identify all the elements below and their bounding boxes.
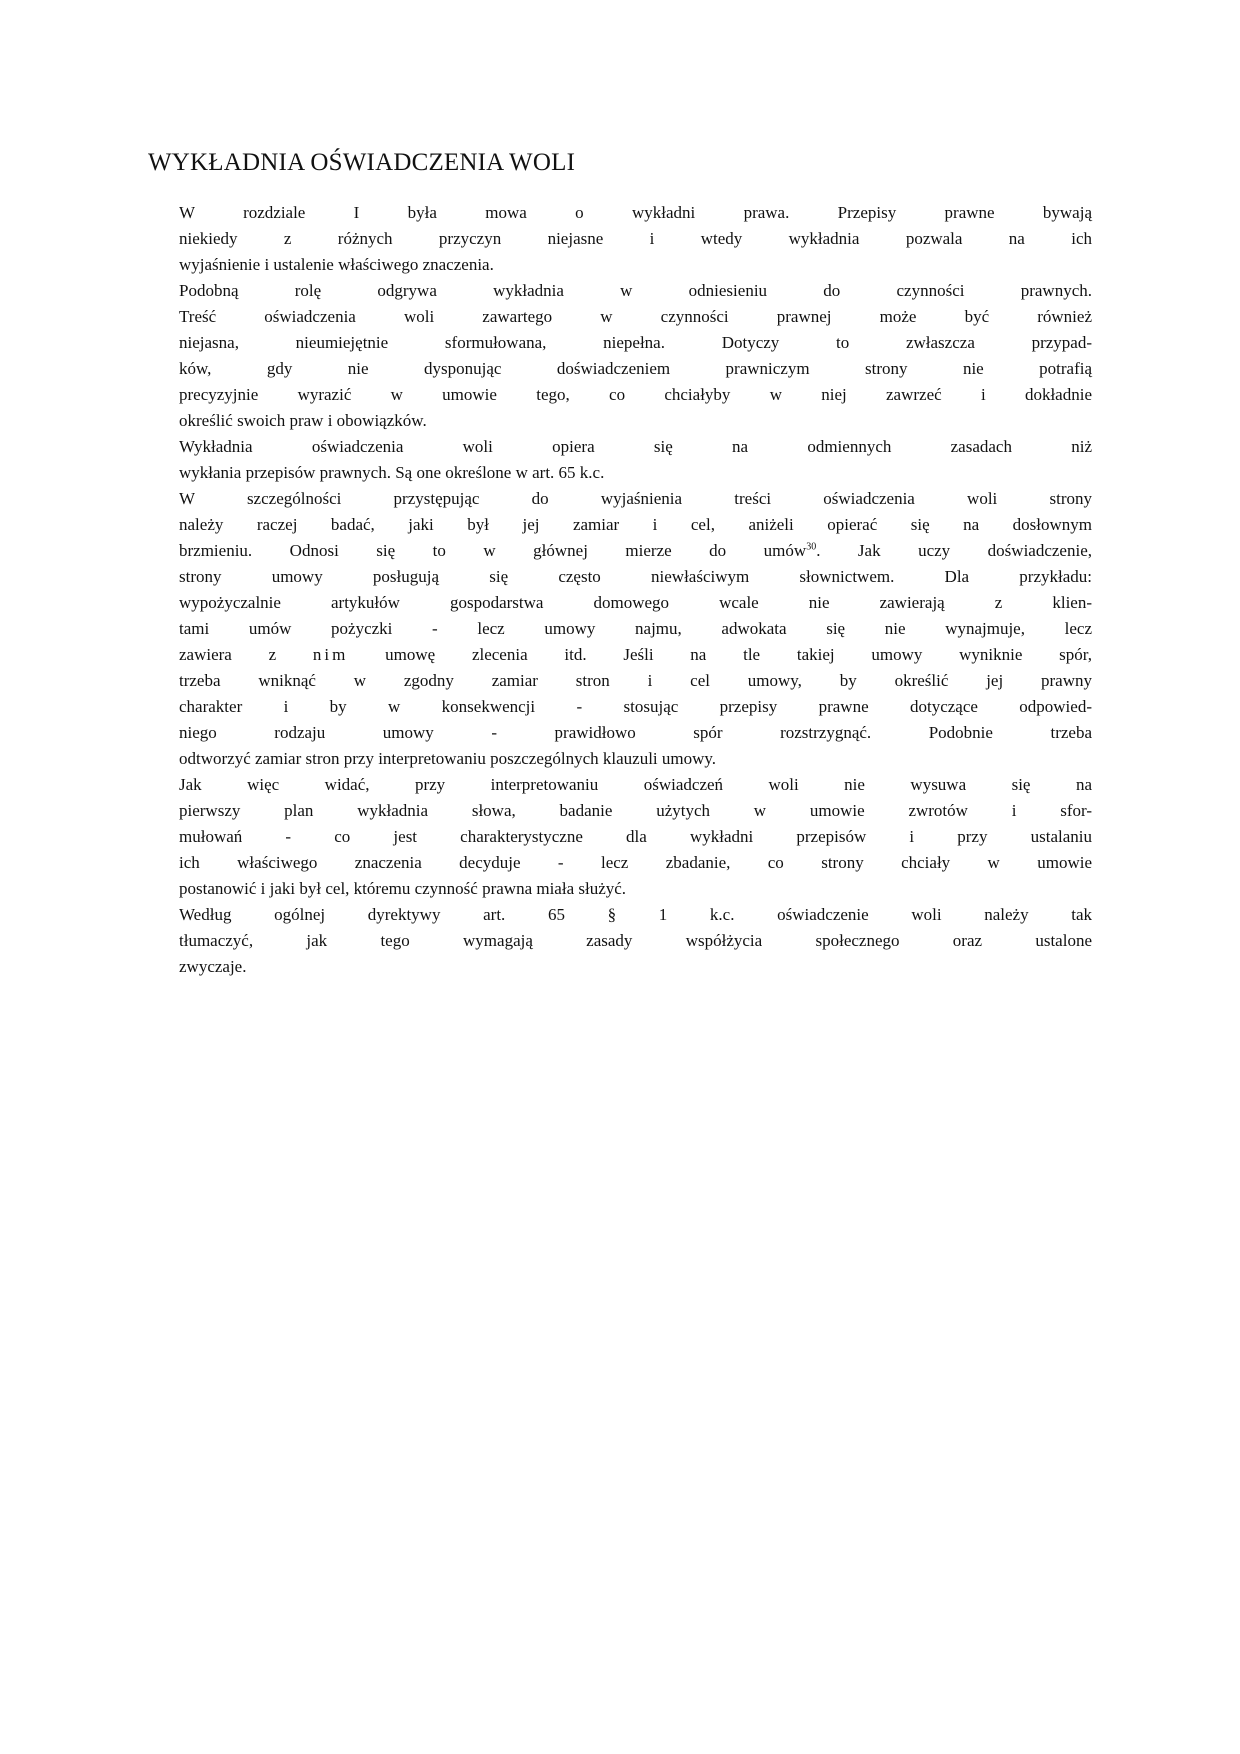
text-line: Według ogólnej dyrektywy art. 65 § 1 k.c. oświadczenie woli należy tak xyxy=(179,905,1092,924)
text-line: Podobną rolę odgrywa wykładnia w odniesieniu do czynności prawnych. xyxy=(179,281,1092,300)
document-title: WYKŁADNIA OŚWIADCZENIA WOLI xyxy=(148,149,576,176)
paragraph-1 xyxy=(148,200,1092,278)
text-line: W rozdziale I była mowa o wykładni prawa. Przepisy prawne bywają xyxy=(179,203,1092,222)
paragraph-2 xyxy=(148,278,1092,434)
text-line-with-spaced-word xyxy=(148,642,1092,668)
text-line: wykłania przepisów prawnych. Są one określone w art. 65 k.c. xyxy=(179,463,605,482)
text-line: precyzyjnie wyrazić w umowie tego, co chciałyby w niej zawrzeć i dokładnie xyxy=(179,385,1092,404)
text-line: pierwszy plan wykładnia słowa, badanie użytych w umowie zwrotów i sfor- xyxy=(179,801,1092,820)
text-line: Treść oświadczenia woli zawartego w czynności prawnej może być również xyxy=(179,307,1092,326)
text-line: postanowić i jaki był cel, któremu czynność prawna miała służyć. xyxy=(179,879,627,898)
footnote-reference[interactable]: 30 xyxy=(806,541,817,553)
text-line: określić swoich praw i obowiązków. xyxy=(179,411,427,430)
text-line: zwyczaje. xyxy=(179,957,247,976)
text-line: charakter i by w konsekwencji - stosując przepisy prawne dotyczące odpowied- xyxy=(179,697,1092,716)
text-line: ków, gdy nie dysponując doświadczeniem prawniczym strony nie potrafią xyxy=(179,359,1092,378)
text-line: niekiedy z różnych przyczyn niejasne i wtedy wykładnia pozwala na ich xyxy=(179,229,1092,248)
text-segment: brzmieniu. Odnosi się to w głównej mierze do umów xyxy=(179,541,807,560)
text-line: trzeba wniknąć w zgodny zamiar stron i cel umowy, by określić jej prawny xyxy=(179,671,1092,690)
paragraph-4 xyxy=(148,486,1092,772)
text-line: Wykładnia oświadczenia woli opiera się na odmiennych zasadach niż xyxy=(179,437,1092,456)
text-segment: . Jak uczy doświadczenie, xyxy=(816,541,1093,560)
text-line: niejasna, nieumiejętnie sformułowana, niepełna. Dotyczy to zwłaszcza przypad- xyxy=(179,333,1092,352)
text-line: mułowań - co jest charakterystyczne dla wykładni przepisów i przy ustalaniu xyxy=(179,827,1092,846)
text-line: ich właściwego znaczenia decyduje - lecz zbadanie, co strony chciały w umowie xyxy=(179,853,1092,872)
spaced-emphasis: nim xyxy=(312,645,349,664)
text-segment: zawiera z xyxy=(179,645,277,664)
text-line: strony umowy posługują się często niewłaściwym słownictwem. Dla przykładu: xyxy=(179,567,1092,586)
text-line: tami umów pożyczki - lecz umowy najmu, adwokata się nie wynajmuje, lecz xyxy=(179,619,1092,638)
text-segment: umowę zlecenia itd. Jeśli na tle takiej umowy wyniknie spór, xyxy=(385,645,1093,664)
text-line-with-footnote xyxy=(148,538,1092,564)
text-line: wyjaśnienie i ustalenie właściwego znaczenia. xyxy=(179,255,494,274)
text-line: tłumaczyć, jak tego wymagają zasady współżycia społecznego oraz ustalone xyxy=(179,931,1092,950)
paragraph-5 xyxy=(148,772,1092,902)
text-line: Jak więc widać, przy interpretowaniu oświadczeń woli nie wysuwa się na xyxy=(179,775,1092,794)
text-line: należy raczej badać, jaki był jej zamiar i cel, aniżeli opierać się na dosłownym xyxy=(179,515,1092,534)
text-line: odtworzyć zamiar stron przy interpretowaniu poszczególnych klauzuli umowy. xyxy=(179,749,717,768)
text-line: niego rodzaju umowy - prawidłowo spór rozstrzygnąć. Podobnie trzeba xyxy=(179,723,1092,742)
paragraph-6 xyxy=(148,902,1092,980)
document-page xyxy=(148,146,1092,980)
paragraph-3 xyxy=(148,434,1092,486)
text-line: wypożyczalnie artykułów gospodarstwa domowego wcale nie zawierają z klien- xyxy=(179,593,1092,612)
text-line: W szczególności przystępując do wyjaśnienia treści oświadczenia woli strony xyxy=(179,489,1092,508)
